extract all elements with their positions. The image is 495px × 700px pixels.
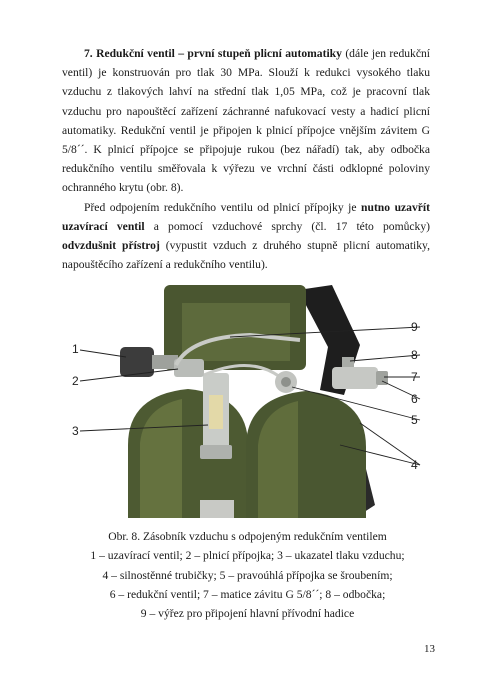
caption-line: 6 – redukční ventil; 7 – matice závitu G 5/8´´; 8 – odbočka; [109,587,386,601]
housing-shape [182,303,290,361]
valve-branch [342,357,354,367]
callout-7: 7 [411,370,418,384]
callout-9: 9 [411,320,418,334]
callout-8: 8 [411,348,418,362]
section-heading: 7. Redukční ventil – první stupeň plicní automatiky [84,47,342,60]
paragraph-1 [62,44,430,198]
gauge-window [209,395,223,429]
paragraph-2-part-1: Před odpojením redukčního ventilu od plnicí přípojky je [84,200,362,214]
page-number: 13 [424,643,435,655]
callout-1: 1 [72,342,79,356]
caption-title: Obr. 8. Zásobník vzduchu s odpojeným redukčním ventilem [108,530,387,543]
angle-connector-hole [281,377,291,387]
paragraph-2-part-2: a pomocí vzduchové sprchy (čl. 17 této pomůcky) [144,219,430,233]
figure-photo [70,285,430,518]
callout-5: 5 [411,413,418,427]
body-text [62,44,430,274]
caption-line: 4 – silnostěnné trubičky; 5 – pravoúhlá přípojka se šroubením; [102,568,393,582]
paragraph-2 [62,198,430,275]
caption-line: 9 – výřez pro připojení hlavní přívodní hadice [140,607,355,621]
callout-2: 2 [72,374,79,388]
paragraph-2-part-3: (vypustit vzduch z druhého stupně plicní automatiky, napouštěcího zařízení a redukčního ventilu). [62,239,431,272]
paragraph-2-bold-2: odvzdušnit přístroj [62,239,160,253]
caption-line: 1 – uzavírací ventil; 2 – plnicí přípojka; 3 – ukazatel tlaku vzduchu; [90,549,405,563]
callout-3: 3 [72,424,79,438]
paragraph-2-bold-1: nutno uzavřít uzavírací ventil [62,200,430,233]
paragraph-1-text: (dále jen redukční ventil) je konstruován pro tlak 30 MPa. Slouží k redukci vysokého tlaku vzduchu z tlakových lahví na střední tlak 1,05 MPa, což je pracovní tlak vzduchu pro napouštěcí zařízení záchranné nafukovací vesty a hadicí plicní automatiky. Redukční ventil je připojen k plnicí přípojce vnějším závitem G 5/8´´. K plnicí přípojce se připojuje rukou (bez nářadí) tak, aby odbočka redukčního ventilu směřovala k výřezu ve vrchní části odklopné poloviny ochranného krytu (obr. 8). [62,47,430,195]
gauge-nut [200,445,232,459]
clamp [200,500,234,518]
reducing-valve [332,367,378,389]
callout-6: 6 [411,392,418,406]
callout-4: 4 [411,458,418,472]
figure-caption [40,527,455,623]
